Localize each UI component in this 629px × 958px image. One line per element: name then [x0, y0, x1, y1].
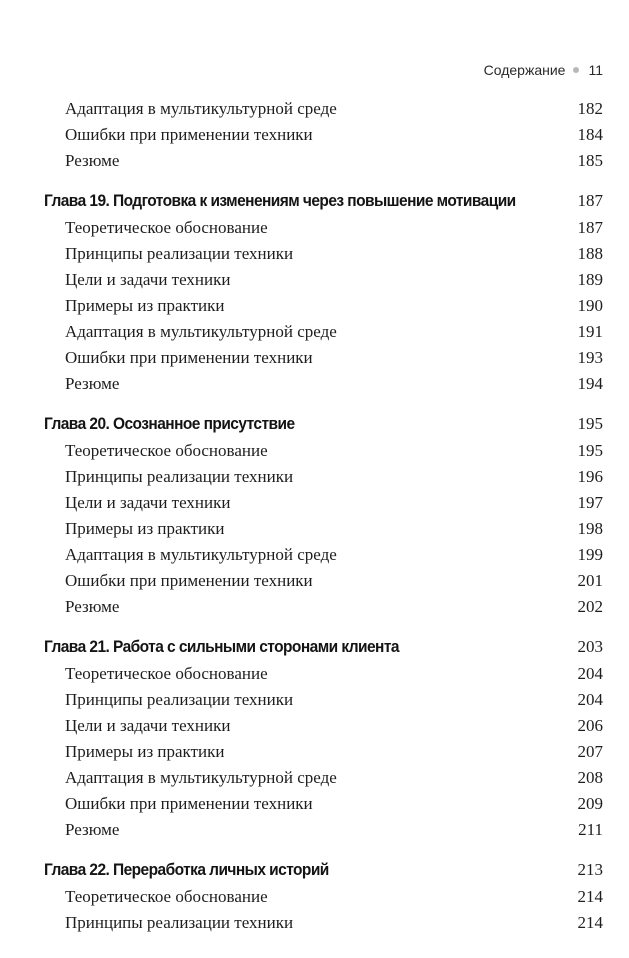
item-title: Теоретическое обоснование [65, 664, 268, 683]
page-number: 211 [578, 820, 603, 839]
page-number: 209 [577, 794, 603, 813]
page-number: 202 [577, 597, 603, 616]
toc-item-row [0, 766, 629, 790]
page-number: 182 [577, 99, 603, 118]
page-number: 187 [577, 218, 603, 237]
page-number: 206 [577, 716, 603, 735]
item-title: Ошибки при применении техники [65, 125, 313, 144]
toc-item-row [0, 740, 629, 764]
item-title: Адаптация в мультикультурной среде [65, 322, 337, 341]
item-title: Ошибки при применении техники [65, 348, 313, 367]
item-title: Теоретическое обоснование [65, 441, 268, 460]
running-header [484, 62, 603, 78]
chapter-title: Глава 20. Осознанное присутствие [44, 415, 295, 433]
item-title: Принципы реализации техники [65, 467, 294, 486]
item-title: Резюме [65, 820, 120, 839]
page-number: 196 [577, 467, 603, 486]
item-title: Цели и задачи техники [65, 716, 231, 735]
toc-item-row [0, 714, 629, 738]
item-title: Цели и задачи техники [65, 493, 231, 512]
item-title: Ошибки при применении техники [65, 794, 313, 813]
toc-item-row [0, 662, 629, 686]
toc-item-row [0, 465, 629, 489]
page-number: 214 [577, 887, 603, 906]
toc-chapter-row [0, 412, 629, 436]
page-number: 201 [577, 571, 603, 590]
chapter-title: Глава 22. Переработка личных историй [44, 861, 329, 879]
toc-item-row [0, 885, 629, 909]
item-title: Примеры из практики [65, 742, 225, 761]
page-number: 203 [577, 637, 603, 656]
item-title: Резюме [65, 374, 120, 393]
page-number: 198 [577, 519, 603, 538]
page-number: 214 [577, 913, 603, 932]
item-title: Адаптация в мультикультурной среде [65, 99, 337, 118]
item-title: Принципы реализации техники [65, 913, 294, 932]
toc-item-row [0, 294, 629, 318]
toc-item-row [0, 595, 629, 619]
page-number: 190 [577, 296, 603, 315]
chapter-title: Глава 19. Подготовка к изменениям через повышение мотивации [44, 192, 516, 210]
page-number: 204 [577, 690, 603, 709]
toc-item-row [0, 818, 629, 842]
toc-chapter-row [0, 189, 629, 213]
toc-item-row [0, 911, 629, 935]
toc-item-row [0, 149, 629, 173]
toc-item-row [0, 372, 629, 396]
page-number: 191 [577, 322, 603, 341]
chapter-title: Глава 21. Работа с сильными сторонами клиента [44, 638, 399, 656]
page-number: 197 [577, 493, 603, 512]
item-title: Резюме [65, 597, 120, 616]
item-title: Принципы реализации техники [65, 690, 294, 709]
toc-item-row [0, 792, 629, 816]
item-title: Теоретическое обоснование [65, 887, 268, 906]
item-title: Примеры из практики [65, 519, 225, 538]
toc-item-row [0, 688, 629, 712]
page-number: 184 [577, 125, 603, 144]
toc-item-row [0, 491, 629, 515]
toc-chapter-row [0, 858, 629, 882]
toc-item-row [0, 97, 629, 121]
item-title: Ошибки при применении техники [65, 571, 313, 590]
toc-item-row [0, 543, 629, 567]
item-title: Теоретическое обоснование [65, 218, 268, 237]
header-page-number: 11 [588, 62, 603, 78]
item-title: Примеры из практики [65, 296, 225, 315]
page-number: 188 [577, 244, 603, 263]
item-title: Адаптация в мультикультурной среде [65, 545, 337, 564]
toc-item-row [0, 346, 629, 370]
page-number: 195 [577, 414, 603, 433]
page-number: 213 [577, 860, 603, 879]
toc-item-row [0, 123, 629, 147]
page-number: 193 [577, 348, 603, 367]
header-section-title: Содержание [483, 62, 566, 78]
toc-item-row [0, 268, 629, 292]
page-number: 187 [577, 191, 603, 210]
page-number: 195 [577, 441, 603, 460]
toc-item-row [0, 569, 629, 593]
item-title: Принципы реализации техники [65, 244, 294, 263]
page-number: 194 [577, 374, 603, 393]
toc-item-row [0, 242, 629, 266]
toc-item-row [0, 517, 629, 541]
item-title: Цели и задачи техники [65, 270, 231, 289]
bullet-icon [573, 67, 579, 73]
page-number: 189 [577, 270, 603, 289]
item-title: Адаптация в мультикультурной среде [65, 768, 337, 787]
item-title: Резюме [65, 151, 120, 170]
page-number: 185 [577, 151, 603, 170]
toc-item-row [0, 439, 629, 463]
toc-item-row [0, 320, 629, 344]
page-number: 207 [577, 742, 603, 761]
page-number: 204 [577, 664, 603, 683]
toc-chapter-row [0, 635, 629, 659]
page-number: 199 [577, 545, 603, 564]
page-number: 208 [577, 768, 603, 787]
toc-item-row [0, 216, 629, 240]
